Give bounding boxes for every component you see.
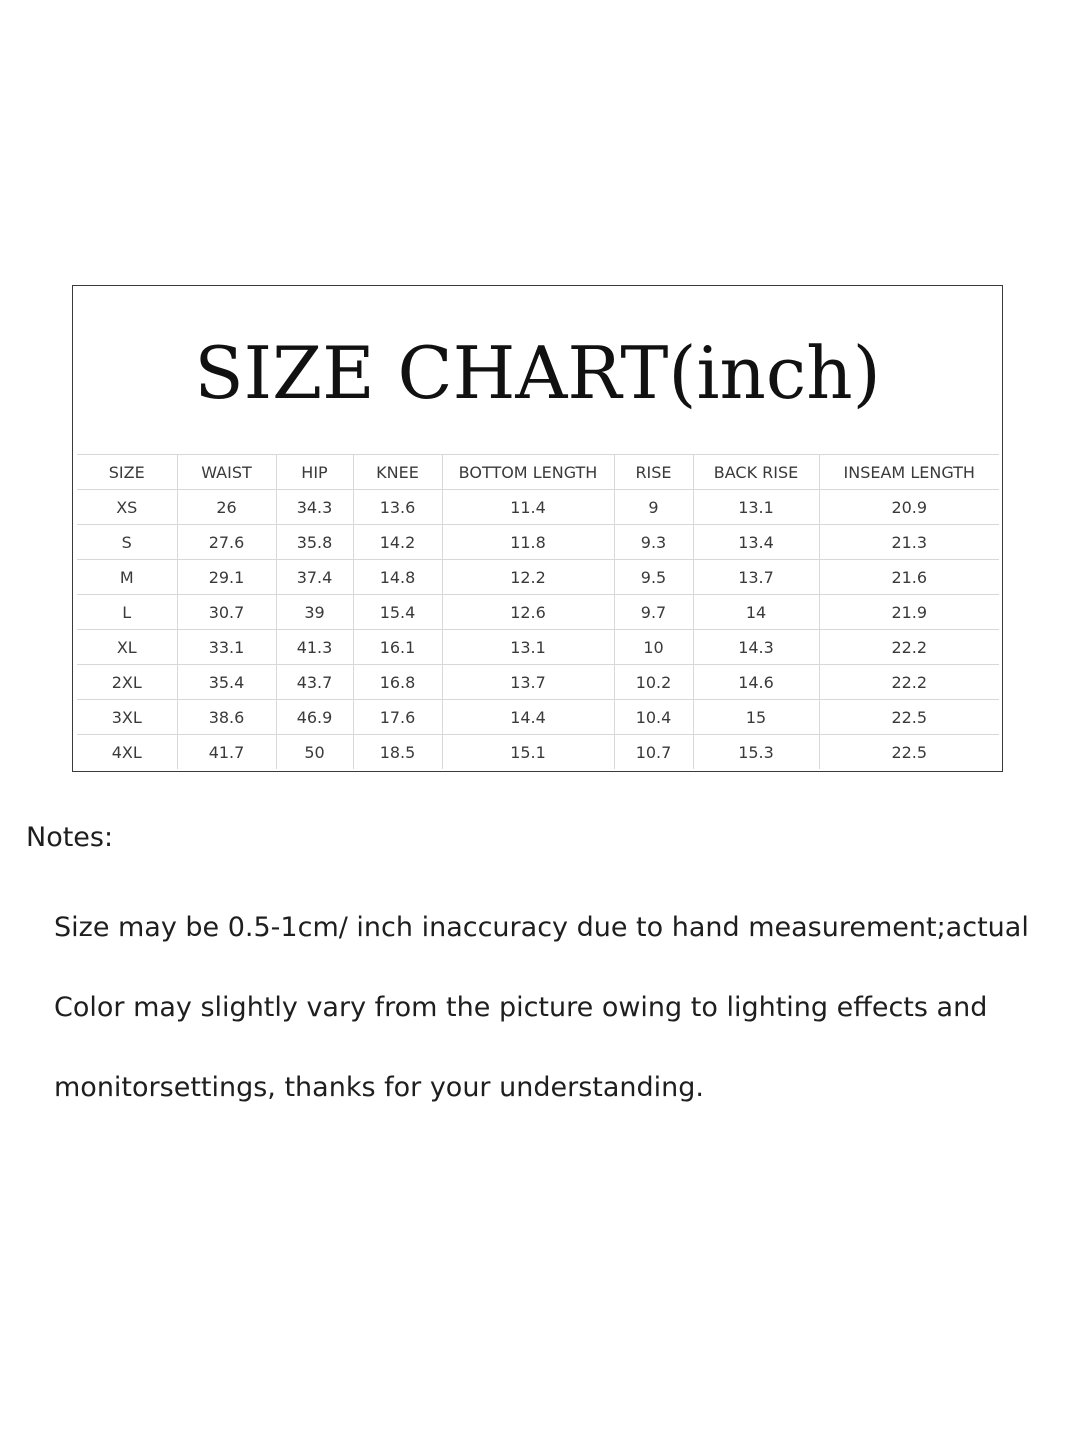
measurement-cell: 50 [276, 735, 353, 770]
measurement-cell: 9.3 [614, 525, 693, 560]
notes-line: monitorsettings, thanks for your understanding. [54, 1072, 704, 1103]
measurement-cell: 13.1 [442, 630, 614, 665]
measurement-cell: 14 [693, 595, 819, 630]
measurement-cell: 33.1 [177, 630, 276, 665]
size-label-cell: 4XL [111, 742, 142, 762]
measurement-cell: 41.3 [276, 630, 353, 665]
column-header: BOTTOM LENGTH [442, 455, 614, 490]
measurement-cell: 9 [614, 490, 693, 525]
measurement-cell: 9.5 [614, 560, 693, 595]
table-row [77, 525, 999, 560]
measurement-cell: 12.2 [442, 560, 614, 595]
measurement-cell: 11.4 [442, 490, 614, 525]
measurement-cell: 13.7 [693, 560, 819, 595]
measurement-cell: 14.8 [353, 560, 442, 595]
table-row [77, 560, 999, 595]
measurement-cell: 13.1 [693, 490, 819, 525]
measurement-cell: 20.9 [819, 490, 999, 525]
size-label-cell: XS [77, 490, 177, 525]
measurement-cell: 9.7 [614, 595, 693, 630]
table-row [77, 735, 999, 770]
measurement-cell: 15 [693, 700, 819, 735]
measurement-cell: 43.7 [276, 665, 353, 700]
notes-line: Color may slightly vary from the picture owing to lighting effects and [54, 992, 988, 1023]
size-label-cell: 2XL [77, 665, 177, 700]
measurement-cell: 38.6 [177, 700, 276, 735]
column-header: BACK RISE [693, 455, 819, 490]
measurement-cell: 14.6 [693, 665, 819, 700]
size-chart-box [72, 285, 1003, 772]
size-table [77, 454, 999, 769]
measurement-cell: 39 [276, 595, 353, 630]
table-row [77, 595, 999, 630]
measurement-cell: 27.6 [177, 525, 276, 560]
measurement-cell: 35.8 [276, 525, 353, 560]
table-row [77, 665, 999, 700]
measurement-cell: 37.4 [276, 560, 353, 595]
column-header: HIP [276, 455, 353, 490]
measurement-cell: 22.2 [819, 665, 999, 700]
size-label-cell: XL [77, 630, 177, 665]
measurement-cell: 21.6 [819, 560, 999, 595]
column-header: WAIST [177, 455, 276, 490]
measurement-cell: 22.5 [819, 700, 999, 735]
notes-heading: Notes: [26, 822, 114, 853]
measurement-cell: 18.5 [353, 735, 442, 770]
measurement-cell: 41.7 [177, 735, 276, 770]
column-header: KNEE [353, 455, 442, 490]
size-chart-title: SIZE CHART(inch) [194, 331, 881, 415]
measurement-cell: 15.4 [353, 595, 442, 630]
measurement-cell: 13.7 [442, 665, 614, 700]
measurement-cell: 35.4 [177, 665, 276, 700]
measurement-cell: 30.7 [177, 595, 276, 630]
table-header-row [77, 455, 999, 490]
measurement-cell: 22.5 [819, 735, 999, 770]
size-label-cell: M [77, 560, 177, 595]
measurement-cell: 15.1 [442, 735, 614, 770]
measurement-cell: 21.3 [819, 525, 999, 560]
measurement-cell: 13.4 [693, 525, 819, 560]
measurement-cell: 11.8 [442, 525, 614, 560]
measurement-cell: 10.2 [614, 665, 693, 700]
notes-body [26, 868, 1064, 1148]
measurement-cell: 10.4 [614, 700, 693, 735]
table-row [77, 700, 999, 735]
size-label-cell: L [77, 595, 177, 630]
measurement-cell: 16.8 [353, 665, 442, 700]
measurement-cell: 16.1 [353, 630, 442, 665]
notes-section [26, 818, 1066, 1148]
table-body [77, 490, 999, 770]
column-header: SIZE [77, 455, 177, 490]
measurement-cell: 17.6 [353, 700, 442, 735]
measurement-cell: 26 [177, 490, 276, 525]
size-label-cell: S [77, 525, 177, 560]
measurement-cell: 10 [614, 630, 693, 665]
measurement-cell: 10.7 [614, 735, 693, 770]
measurement-cell: 14.4 [442, 700, 614, 735]
measurement-cell: 22.2 [819, 630, 999, 665]
measurement-cell: 34.3 [276, 490, 353, 525]
column-header: INSEAM LENGTH [819, 455, 999, 490]
table-row [77, 490, 999, 525]
measurement-cell: 14.3 [693, 630, 819, 665]
measurement-cell: 21.9 [819, 595, 999, 630]
size-label-cell: 3XL [77, 700, 177, 735]
measurement-cell: 29.1 [177, 560, 276, 595]
measurement-cell: 13.6 [353, 490, 442, 525]
notes-line: Size may be 0.5-1cm/ inch inaccuracy due to hand measurement;actual [54, 912, 1029, 943]
table-row [77, 630, 999, 665]
measurement-cell: 12.6 [442, 595, 614, 630]
column-header: RISE [614, 455, 693, 490]
measurement-cell: 46.9 [276, 700, 353, 735]
measurement-cell: 14.2 [353, 525, 442, 560]
measurement-cell: 15.3 [693, 735, 819, 770]
